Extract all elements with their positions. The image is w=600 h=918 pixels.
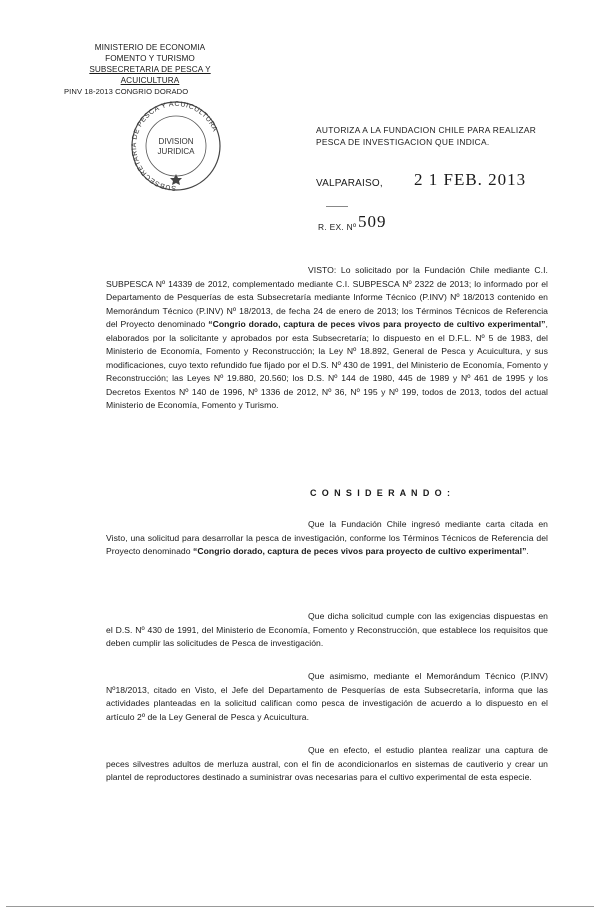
considerando-1-paragraph xyxy=(106,518,548,559)
visto-paragraph xyxy=(106,264,548,413)
file-reference: PINV 18-2013 CONGRIO DORADO xyxy=(64,87,189,96)
c1-project-name: “Congrio dorado, captura de peces vivos para proyecto de cultivo experimental” xyxy=(193,546,527,556)
visto-text-1: VISTO: Lo solicitado por la Fundación Chile mediante C.I. SUBPESCA Nº 14339 de 2012, complementado mediante C.I. SUBPESCA Nº 2322 de 2013; lo informado por el Departamento de Pesquerías de esta Subsecretaría mediante Informe Técnico (P.INV) Nº 18/2013 contenido en Memorándum Técnico (P.INV) Nº 18/2013, de fecha 24 de enero de 2013; los Términos Técnicos de Referencia del Proyecto denominado xyxy=(106,265,548,329)
page-bottom-rule xyxy=(6,906,594,907)
considerando-3-paragraph: Que asimismo, mediante el Memorándum Técnico (P.INV) Nº18/2013, citado en Visto, el Jefe del Departamento de Pesquerías de esta Subsecretaría, informa que las actividades planteadas en la solicitud califican como pesca de investigación de acuerdo a lo dispuesto en el artículo 2º de la Ley General de Pesca y Acuicultura. xyxy=(106,671,548,722)
ministry-name: MINISTERIO DE ECONOMIA xyxy=(94,43,206,52)
division-juridica-stamp xyxy=(118,96,234,192)
considerando-4-paragraph: Que en efecto, el estudio plantea realizar una captura de peces silvestres adultos de merluza austral, con el fin de acondicionarlos en sistemas de cautiverio y crear un plantel de reproductores destinado a suministrar ovas necesarias para el cultivo experimental de esta especie. xyxy=(106,745,548,782)
stamp-ring-text: SUBSECRETARIA DE PESCA Y ACUICULTURA xyxy=(131,100,219,192)
considerando-4 xyxy=(106,744,548,785)
visto-project-name: “Congrio dorado, captura de peces vivos para proyecto de cultivo experimental” xyxy=(208,319,546,329)
stamp-center-line1: DIVISION xyxy=(158,137,194,146)
ministry-subname: FOMENTO Y TURISMO xyxy=(105,54,195,63)
place-label: VALPARAISO, xyxy=(316,178,383,189)
considerando-1 xyxy=(106,518,548,559)
visto-text-2: , elaborados por la solicitante y aprobados por esta Subsecretaría; lo dispuesto en el D.F.L. Nº 5 de 1983, del Ministerio de Economía, Fomento y Reconstrucción; la Ley Nº 18.892, General de Pesca y Acuicultura, y sus modificaciones, cuyo texto refundido fue fijado por el D.S. Nº 430 de 1991, del Ministerio de Economía, Fomento y Reconstrucción; las Leyes Nº 19.880, 20.560; los D.S. Nº 144 de 1980, 445 de 1989 y Nº 461 de 1995 y los Decretos Exentos Nº 140 de 1996, Nº 1336 de 2012, Nº 36, Nº 195 y Nº 199, todos de 2013, todos del actual Ministerio de Economía, Fomento y Turismo. xyxy=(106,319,548,410)
resolution-number: 509 xyxy=(358,212,387,231)
subsecretaria-name: SUBSECRETARIA DE PESCA Y ACUICULTURA xyxy=(89,65,211,85)
considerando-2 xyxy=(106,610,548,651)
considerando-3 xyxy=(106,670,548,724)
considerando-2-paragraph: Que dicha solicitud cumple con las exigencias dispuestas en el D.S. Nº 430 de 1991, del Ministerio de Economía, Fomento y Reconstrucción, que establece los requisitos que deben cumplir las solicitudes de Pesca de investigación. xyxy=(106,611,548,648)
divider-line xyxy=(326,206,348,207)
subject-line2: PESCA DE INVESTIGACION QUE INDICA. xyxy=(316,137,490,147)
resolution-number-label: R. EX. Nº xyxy=(318,222,357,232)
ministry-header xyxy=(60,42,240,97)
c1-text-2: . xyxy=(526,546,529,556)
resolution-subject xyxy=(316,124,566,148)
visto-section xyxy=(106,264,548,413)
considerando-heading: C O N S I D E R A N D O : xyxy=(310,488,452,498)
c1-text-1: Que la Fundación Chile ingresó mediante carta citada en Visto, una solicitud para desarrollar la pesca de investigación, conforme los Términos Técnicos de Referencia del Proyecto denominado xyxy=(106,519,548,556)
resolution-date: 2 1 FEB. 2013 xyxy=(414,170,527,189)
subject-line1: AUTORIZA A LA FUNDACION CHILE PARA REALIZAR xyxy=(316,125,537,135)
stamp-center-line2: JURIDICA xyxy=(157,147,195,156)
